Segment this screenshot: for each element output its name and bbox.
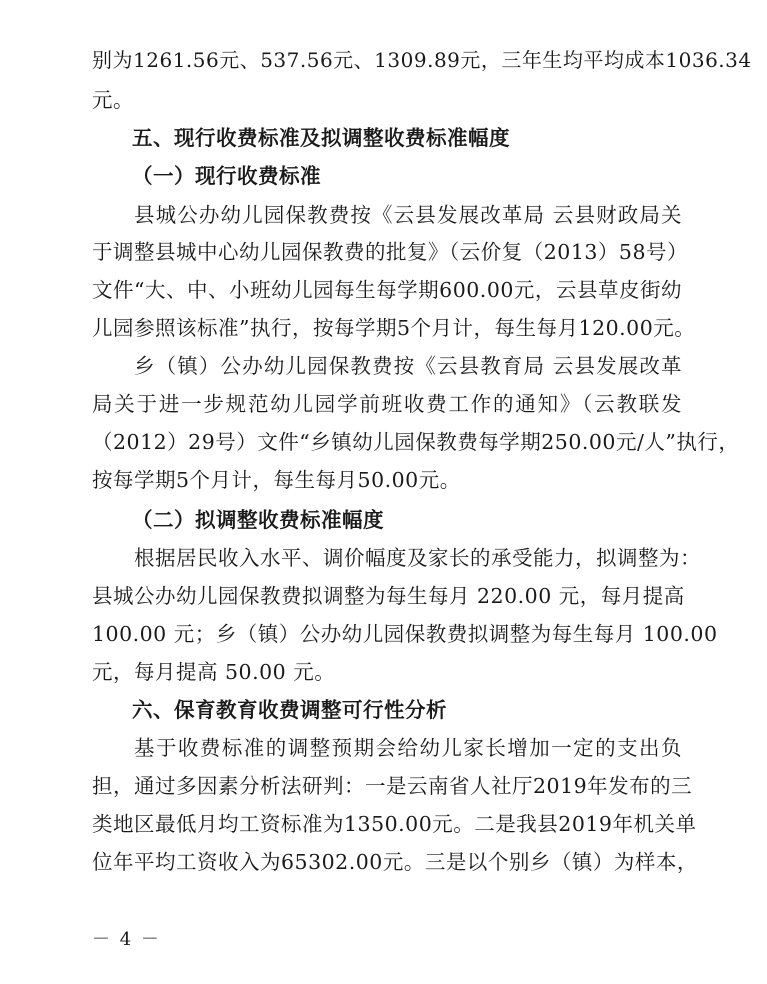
paragraph-line: 别为1261.56元、537.56元、1309.89元，三年生均平均成本1036.34 [92, 48, 752, 72]
paragraph-line: 根据居民收入水平、调价幅度及家长的承受能力，拟调整为： [134, 546, 701, 570]
paragraph-line: 类地区最低月均工资标准为1350.00元。二是我县2019年机关单 [92, 812, 697, 836]
paragraph-line: 文件“大、中、小班幼儿园每生每学期600.00元，云县草皮街幼 [92, 278, 682, 302]
paragraph-line: 于调整县城中心幼儿园保教费的批复》（云价复（2013）58号） [92, 240, 689, 264]
page-number: － 4 － [92, 929, 161, 950]
paragraph-line: 乡（镇）公办幼儿园保教费按《云县教育局 云县发展改革 [134, 354, 682, 378]
paragraph-line: 县城公办幼儿园保教费按《云县发展改革局 云县财政局关 [134, 203, 682, 227]
section-heading-6: 六、保育教育收费调整可行性分析 [132, 698, 447, 722]
subsection-heading-2: （二）拟调整收费标准幅度 [132, 508, 384, 532]
subsection-heading-1: （一）现行收费标准 [132, 164, 321, 188]
paragraph-line: 基于收费标准的调整预期会给幼儿家长增加一定的支出负 [134, 736, 682, 760]
paragraph-line: （2012）29号）文件“乡镇幼儿园保教费每学期250.00元/人”执行， [92, 430, 740, 454]
paragraph-line: 按每学期5个月计，每生每月50.00元。 [92, 468, 461, 492]
paragraph-line: 局关于进一步规范幼儿园学前班收费工作的通知》（云教联发 [92, 392, 682, 416]
paragraph-line: 100.00 元；乡（镇）公办幼儿园保教费拟调整为每生每月 100.00 [92, 622, 718, 646]
paragraph-line: 位年平均工资收入为65302.00元。三是以个别乡（镇）为样本， [92, 850, 698, 874]
paragraph-line: 县城公办幼儿园保教费拟调整为每生每月 220.00 元，每月提高 [92, 584, 685, 608]
paragraph-line: 担，通过多因素分析法研判：一是云南省人社厅2019年发布的三 [92, 774, 693, 798]
section-heading-5: 五、现行收费标准及拟调整收费标准幅度 [132, 126, 510, 150]
paragraph-line: 元，每月提高 50.00 元。 [92, 660, 336, 684]
paragraph-line: 元。 [92, 88, 134, 112]
paragraph-line: 儿园参照该标准”执行，按每学期5个月计，每生每月120.00元。 [92, 316, 696, 340]
